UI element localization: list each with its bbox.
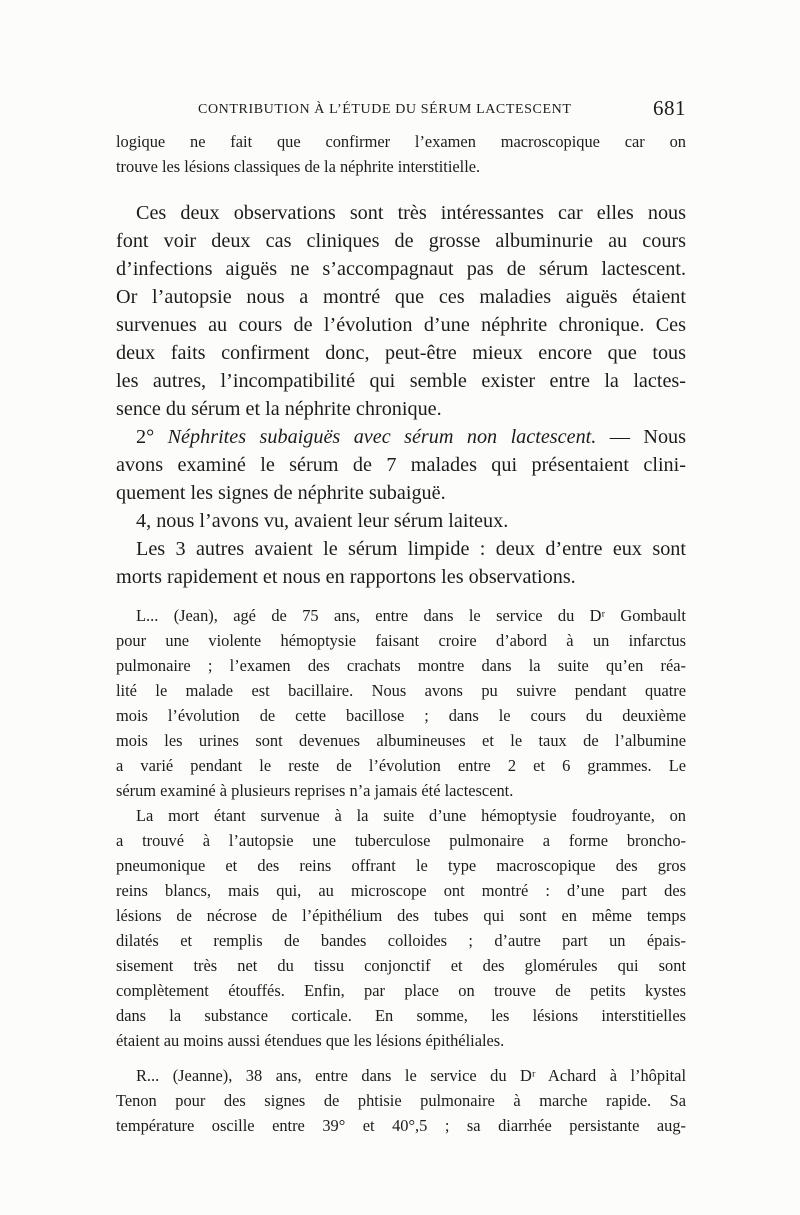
- text-line: morts rapidement et nous en rapportons les observations.: [116, 566, 576, 588]
- text-line: pneumonique et des reins offrant le type macroscopique des gros: [116, 856, 686, 875]
- text-line: sisement très net du tissu conjonctif et des glomérules qui sont: [116, 956, 686, 975]
- text-line: température oscille entre 39° et 40°,5 ; sa diarrhée persistante aug-: [116, 1116, 686, 1135]
- section-title: Néphrites subaiguës avec sérum non lactescent.: [167, 426, 597, 448]
- text-line: les autres, l’incompatibilité qui semble exister entre la lactes-: [116, 370, 686, 392]
- observation-jeanne: [116, 1063, 686, 1138]
- text-line: complètement étouffés. Enfin, par place on trouve de petits kystes: [116, 981, 686, 1000]
- page-number: 681: [653, 96, 686, 120]
- text-line: Or l’autopsie nous a montré que ces maladies aiguës étaient: [116, 286, 686, 308]
- text-line: sérum examiné à plusieurs reprises n’a jamais été lactescent.: [116, 781, 514, 800]
- text-line: a trouvé à l’autopsie une tuberculose pulmonaire a forme broncho-: [116, 831, 686, 850]
- text-line: deux faits confirment donc, peut-être mieux encore que tous: [116, 342, 686, 364]
- paragraph-count: [116, 507, 686, 535]
- paragraph-others: [116, 535, 686, 591]
- text-line: mois les urines sont devenues albumineuses et le taux de l’albumine: [116, 731, 686, 750]
- text-line: mois l’évolution de cette bacillose ; dans le cours du deuxième: [116, 706, 686, 725]
- text-line: logique ne fait que confirmer l’examen macroscopique car on: [116, 132, 686, 151]
- paragraph-section-heading: [116, 423, 686, 507]
- text-fragment: — Nous: [596, 426, 686, 448]
- text-line: lésions de nécrose de l’épithélium des tubes qui sont en même temps: [116, 906, 686, 925]
- text-line: lité le malade est bacillaire. Nous avons pu suivre pendant quatre: [116, 681, 686, 700]
- paragraph-continuation: [116, 129, 686, 179]
- paragraph-observations-summary: [116, 199, 686, 423]
- text-line: dans la substance corticale. En somme, les lésions interstitielles: [116, 1006, 686, 1025]
- text-line: a varié pendant le reste de l’évolution entre 2 et 6 grammes. Le: [116, 756, 686, 775]
- text-line: Les 3 autres avaient le sérum limpide : deux d’entre eux sont: [136, 538, 686, 560]
- text-line: quement les signes de néphrite subaiguë.: [116, 482, 446, 504]
- text-line: avons examiné le sérum de 7 malades qui présentaient clini-: [116, 454, 686, 476]
- body-text: [116, 129, 686, 1138]
- text-line: Ces deux observations sont très intéressantes car elles nous: [136, 202, 686, 224]
- text-line: R... (Jeanne), 38 ans, entre dans le service du Dʳ Achard à l’hôpital: [136, 1066, 686, 1085]
- observation-jean-autopsy: [116, 803, 686, 1053]
- section-number: 2°: [136, 426, 168, 448]
- text-line: Tenon pour des signes de phtisie pulmonaire à marche rapide. Sa: [116, 1091, 686, 1110]
- text-line: 4, nous l’avons vu, avaient leur sérum laiteux.: [136, 510, 509, 532]
- text-line: d’infections aiguës ne s’accompagnaut pas de sérum lactescent.: [116, 258, 686, 280]
- text-line: trouve les lésions classiques de la néphrite interstitielle.: [116, 157, 481, 176]
- text-line: étaient au moins aussi étendues que les lésions épithéliales.: [116, 1031, 505, 1050]
- text-line: survenues au cours de l’évolution d’une néphrite chronique. Ces: [116, 314, 686, 336]
- text-line: L... (Jean), agé de 75 ans, entre dans le service du Dʳ Gombault: [136, 606, 686, 625]
- text-line: pulmonaire ; l’examen des crachats montre dans la suite qu’en réa-: [116, 656, 686, 675]
- text-line: reins blancs, mais qui, au microscope ont montré : d’une part des: [116, 881, 686, 900]
- page-header: [116, 96, 686, 126]
- text-line: dilatés et remplis de bandes colloides ; d’autre part un épais-: [116, 931, 686, 950]
- text-line: sence du sérum et la néphrite chronique.: [116, 398, 442, 420]
- text-line: La mort étant survenue à la suite d’une hémoptysie foudroyante, on: [136, 806, 686, 825]
- text-line: [116, 423, 686, 451]
- text-line: font voir deux cas cliniques de grosse albuminurie au cours: [116, 230, 686, 252]
- running-title: CONTRIBUTION À L’ÉTUDE DU SÉRUM LACTESCENT: [198, 102, 572, 117]
- observation-jean: [116, 603, 686, 803]
- text-line: pour une violente hémoptysie faisant croire d’abord à un infarctus: [116, 631, 686, 650]
